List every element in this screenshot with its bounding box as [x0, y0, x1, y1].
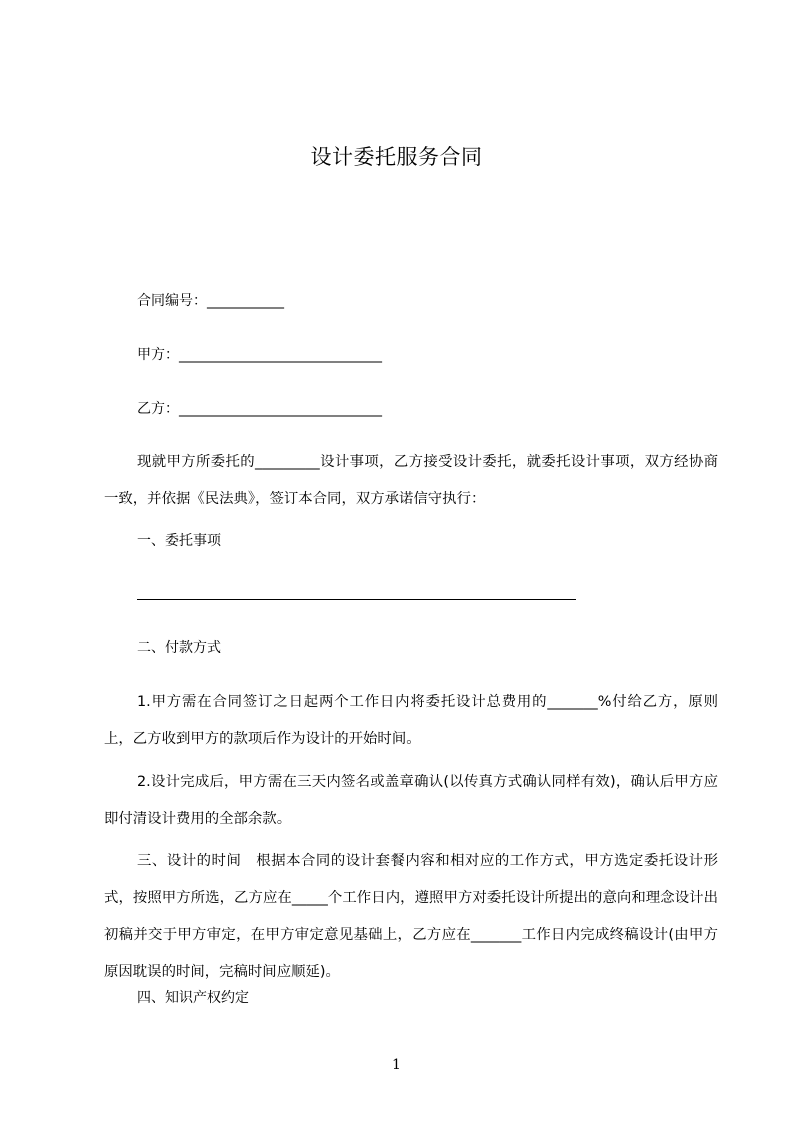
section-2-heading: 二、付款方式 [137, 640, 221, 656]
party-a-field: 甲方：_____________________________ [137, 347, 382, 363]
party-b-field: 乙方：_____________________________ [137, 401, 382, 417]
section-3-paragraph: 三、设计的时间 根据本合同的设计套餐内容和相对应的工作方式，甲方选定委托设计形式，按照甲方所选，乙方应在_____个工作日内，遵照甲方对委托设计所提出的意向和理念设计出初稿并交于甲方审定，在甲方审定意见基础上，乙方应在_______工作日内完成终稿设计(由甲方原因耽误的时间，完稿时间应顺延)。 [104, 853, 718, 980]
page-number: 1 [392, 1057, 401, 1073]
payment-clause-1: 1.甲方需在合同签订之日起两个工作日内将委托设计总费用的_______%付给乙方，原则上，乙方收到甲方的款项后作为设计的开始时间。 [104, 694, 718, 747]
section-1-heading: 一、委托事项 [137, 533, 221, 549]
entrusted-matters-blank-line [137, 599, 576, 600]
document-title: 设计委托服务合同 [310, 145, 483, 169]
payment-clause-2: 2.设计完成后，甲方需在三天内签名或盖章确认(以传真方式确认同样有效)，确认后甲方应即付清设计费用的全部余款。 [104, 774, 718, 827]
contract-number-field: 合同编号：___________ [137, 293, 284, 309]
intro-paragraph: 现就甲方所委托的_________设计事项，乙方接受设计委托，就委托设计事项，双方经协商一致，并依据《民法典》，签订本合同，双方承诺信守执行： [104, 454, 718, 507]
section-4-heading: 四、知识产权约定 [137, 990, 249, 1006]
